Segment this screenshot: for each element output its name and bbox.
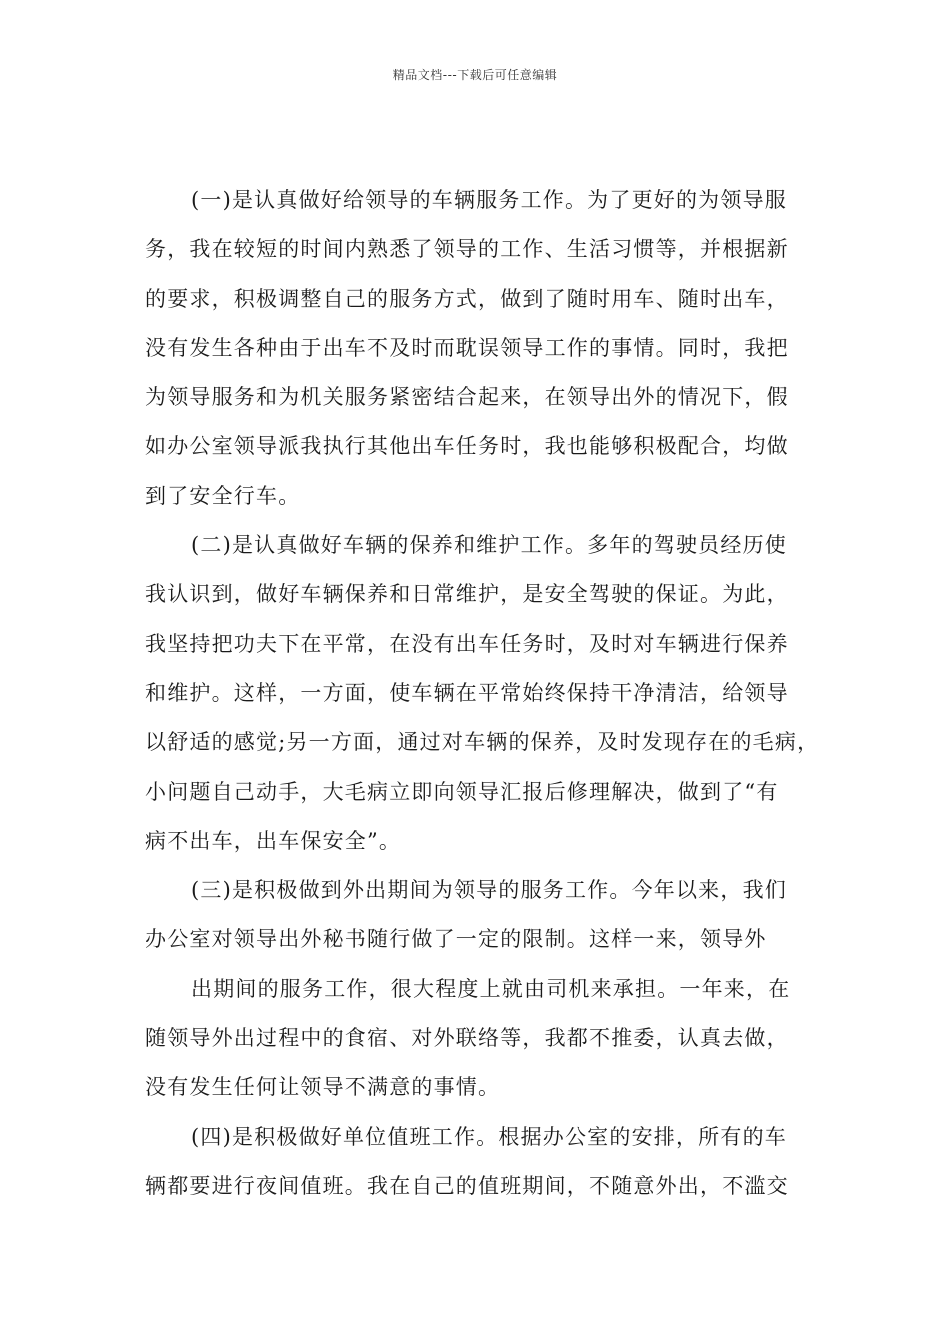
text-line: 辆都要进行夜间值班。我在自己的值班期间，不随意外出，不滥交 xyxy=(145,1173,789,1198)
text-line: 以舒适的感觉;另一方面，通过对车辆的保养，及时发现存在的毛病， xyxy=(145,730,820,755)
text-line: 如办公室领导派我执行其他出车任务时，我也能够积极配合，均做 xyxy=(145,434,789,459)
text-line: (四)是积极做好单位值班工作。根据办公室的安排，所有的车 xyxy=(191,1124,787,1149)
text-line: 随领导外出过程中的食宿、对外联络等，我都不推委，认真去做， xyxy=(145,1026,789,1051)
text-line: 出期间的服务工作，很大程度上就由司机来承担。一年来，在 xyxy=(191,976,791,1001)
text-line: (三)是积极做到外出期间为领导的服务工作。今年以来，我们 xyxy=(191,878,787,903)
text-line: (一)是认真做好给领导的车辆服务工作。为了更好的为领导服 xyxy=(191,188,787,212)
text-line: 的要求，积极调整自己的服务方式，做到了随时用车、随时出车， xyxy=(145,286,789,311)
text-line: 我认识到，做好车辆保养和日常维护，是安全驾驶的保证。为此， xyxy=(145,582,789,607)
text-line: 没有发生各种由于出车不及时而耽误领导工作的事情。同时，我把 xyxy=(145,335,789,360)
document-body xyxy=(145,176,820,1211)
text-line: 到了安全行车。 xyxy=(145,483,301,508)
text-line: 病不出车，出车保安全”。 xyxy=(145,828,402,853)
text-line: 和维护。这样，一方面，使车辆在平常始终保持干净清洁，给领导 xyxy=(145,680,789,705)
text-line: 办公室对领导出外秘书随行做了一定的限制。这样一来，领导外 xyxy=(145,927,767,952)
text-line: 没有发生任何让领导不满意的事情。 xyxy=(145,1075,501,1100)
page-header: 精品文档---下载后可任意编辑 xyxy=(392,68,558,82)
text-line: 我坚持把功夫下在平常，在没有出车任务时，及时对车辆进行保养 xyxy=(145,631,789,656)
text-line: 小问题自己动手，大毛病立即向领导汇报后修理解决，做到了“有 xyxy=(145,779,779,804)
text-line: 为领导服务和为机关服务紧密结合起来，在领导出外的情况下，假 xyxy=(145,385,789,410)
text-line: 务，我在较短的时间内熟悉了领导的工作、生活习惯等，并根据新 xyxy=(145,237,789,262)
text-line: (二)是认真做好车辆的保养和维护工作。多年的驾驶员经历使 xyxy=(191,533,787,558)
